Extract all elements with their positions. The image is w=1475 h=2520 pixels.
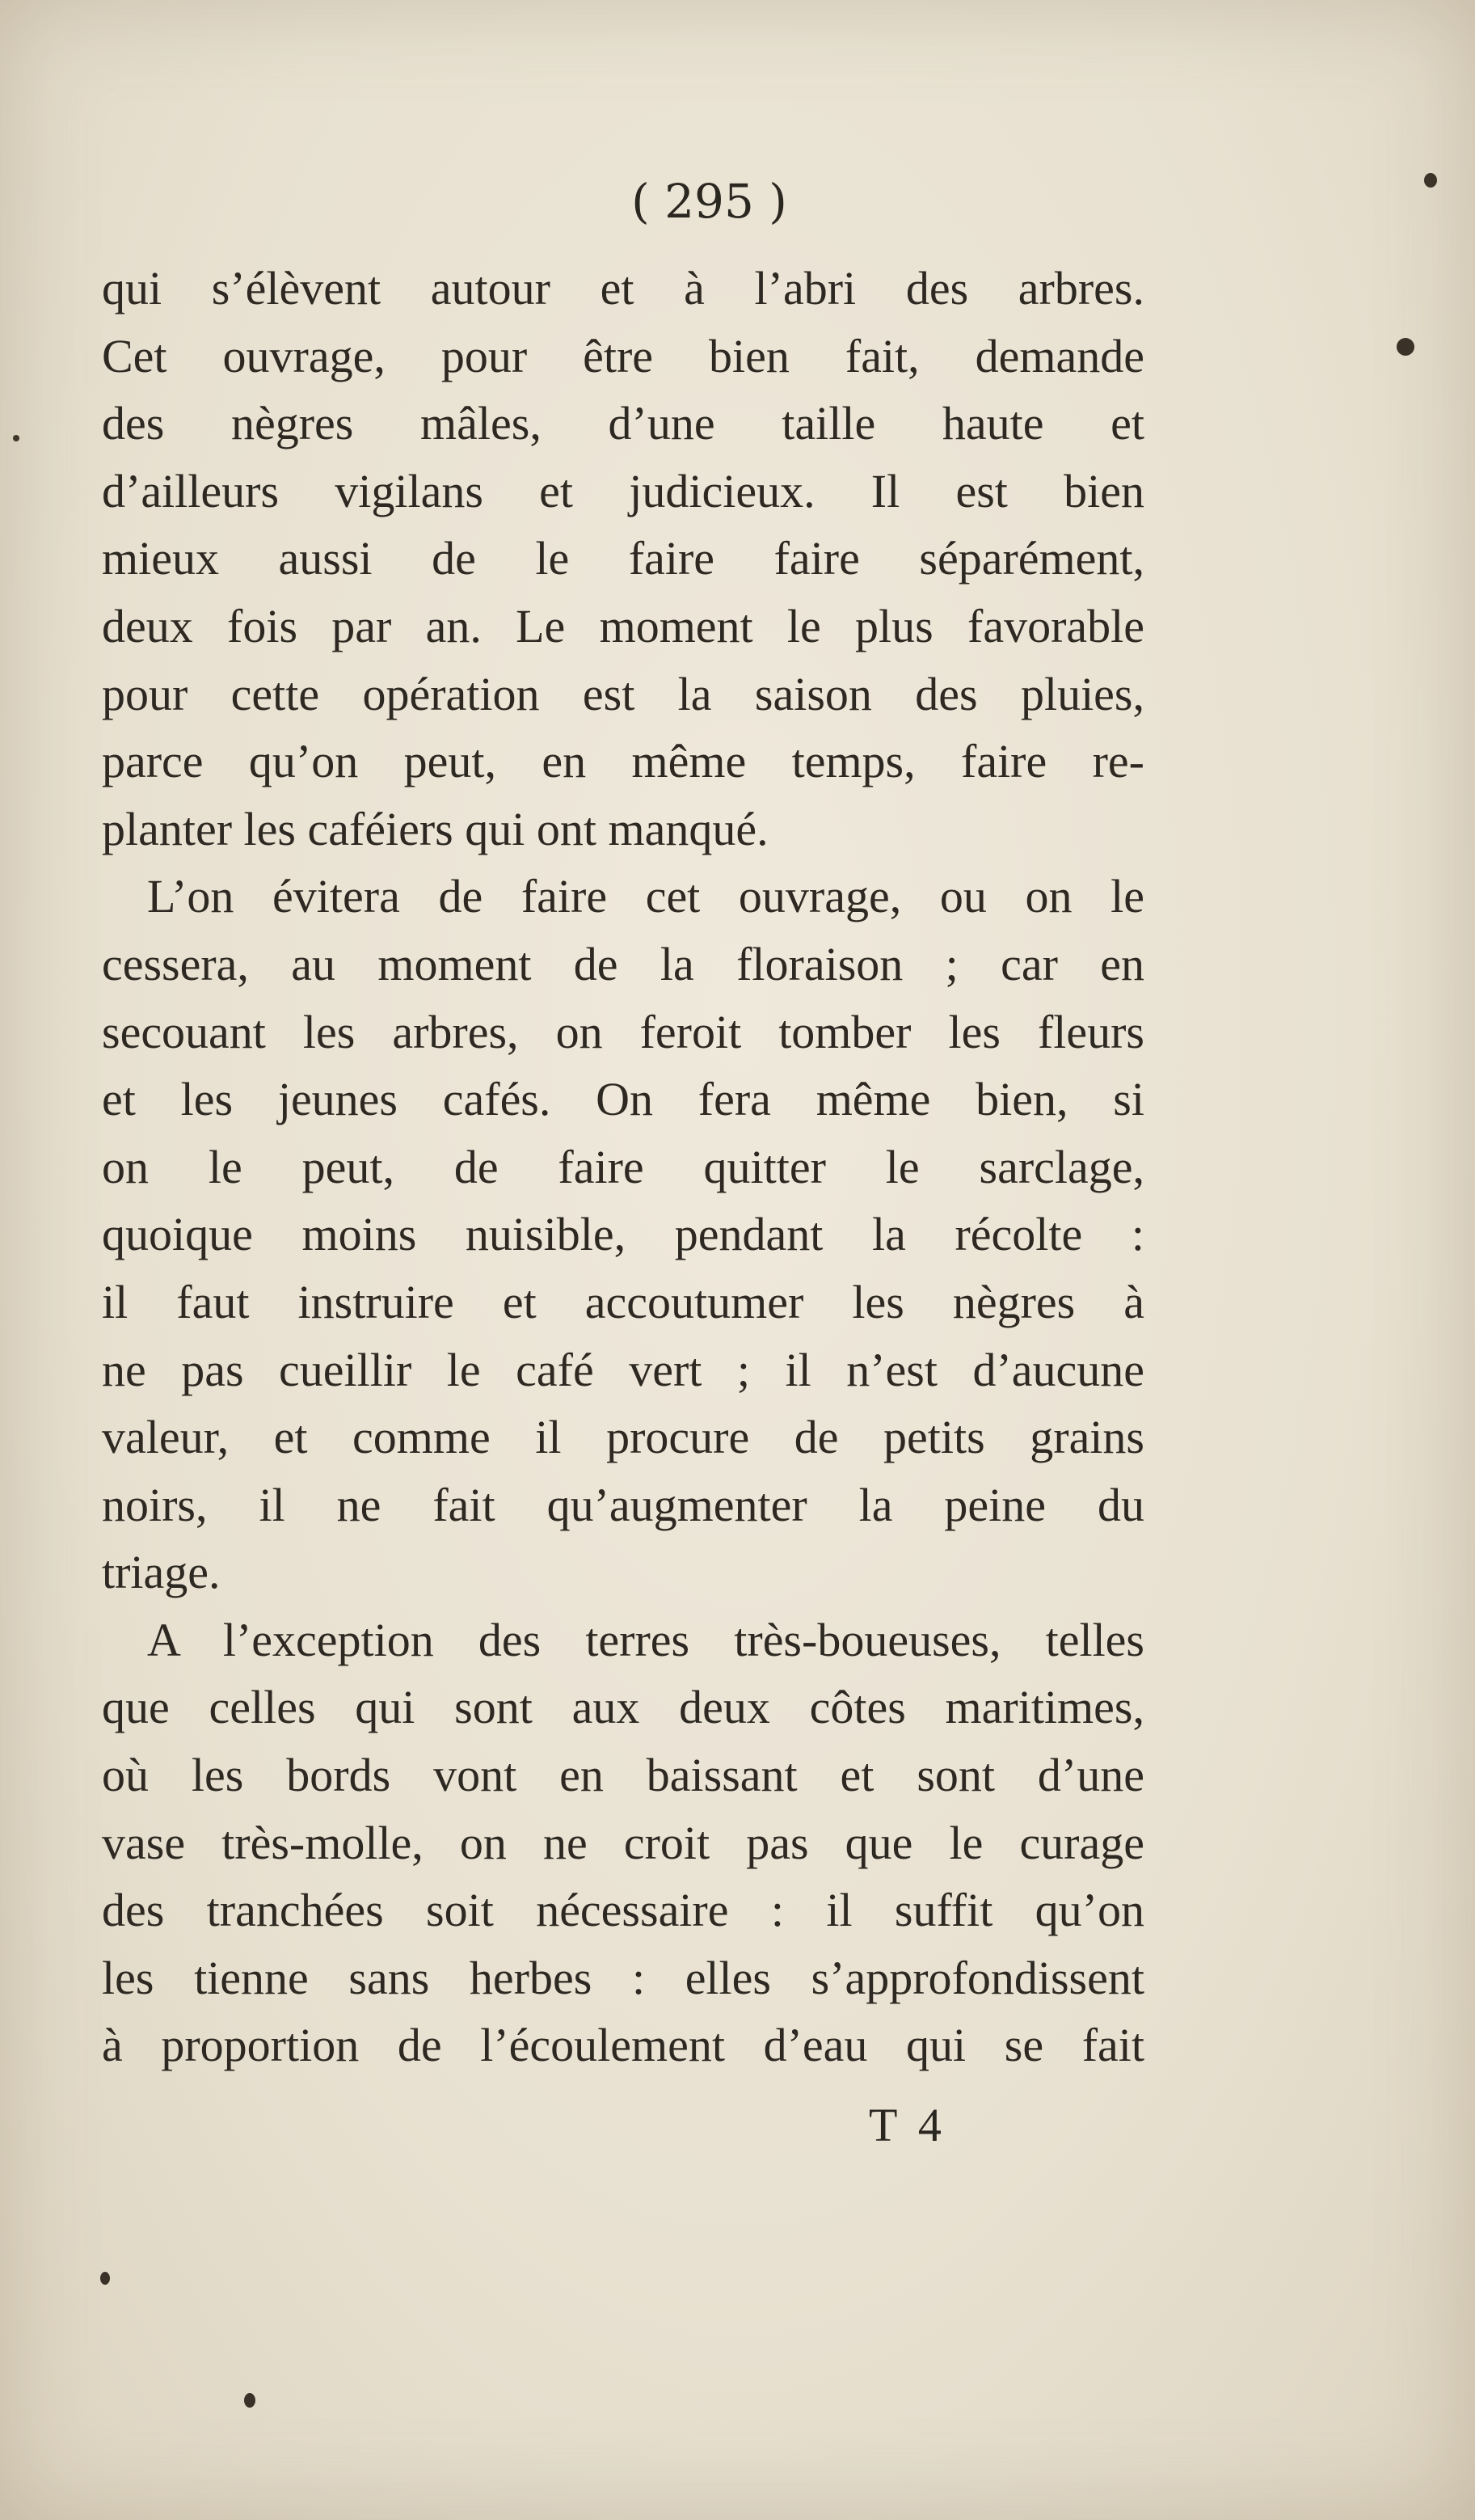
text-line: vase très-molle, on ne croit pas que le curage (102, 1816, 1144, 1869)
text-line: mieux aussi de le faire faire séparément, (102, 532, 1144, 585)
text-line: A l’exception des terres très-boueuses, telles (147, 1613, 1144, 1666)
text-line: on le peut, de faire quitter le sarclage, (102, 1140, 1144, 1193)
text-line: d’ailleurs vigilans et judicieux. Il est bien (102, 464, 1144, 517)
text-line: qui s’élèvent autour et à l’abri des arbres. (102, 262, 1144, 314)
text-line: les tienne sans herbes : elles s’approfondissent (102, 1951, 1144, 2004)
ink-spot (13, 435, 19, 441)
text-line: Cet ouvrage, pour être bien fait, demande (102, 329, 1144, 382)
text-line: il faut instruire et accoutumer les nègres à (102, 1275, 1144, 1328)
text-line: valeur, et comme il procure de petits grains (102, 1411, 1144, 1464)
text-line: des nègres mâles, d’une taille haute et (102, 397, 1144, 450)
ink-spot (1397, 338, 1414, 356)
text-line: parce qu’on peut, en même temps, faire re- (102, 735, 1144, 788)
text-line: noirs, il ne fait qu’augmenter la peine du (102, 1478, 1144, 1531)
text-line: pour cette opération est la saison des pluies, (102, 667, 1144, 720)
body-text (102, 255, 1144, 2079)
text-line: à proportion de l’écoulement d’eau qui se fait (102, 2019, 1144, 2072)
text-line: triage. (102, 1546, 221, 1599)
text-line: secouant les arbres, on feroit tomber les fleurs (102, 1005, 1144, 1058)
signature-mark: T 4 (869, 2099, 946, 2151)
text-line: planter les caféiers qui ont manqué. (102, 802, 769, 855)
text-line: où les bords vont en baissant et sont d’une (102, 1749, 1144, 1802)
ink-spot (244, 2393, 255, 2408)
page-number: ( 295 ) (631, 174, 787, 229)
text-line: ne pas cueillir le café vert ; il n’est d’aucune (102, 1343, 1144, 1396)
ink-spot (1424, 173, 1437, 188)
text-line: des tranchées soit nécessaire : il suffit qu’on (102, 1884, 1144, 1937)
text-line: deux fois par an. Le moment le plus favorable (102, 599, 1144, 652)
page-header (0, 174, 1475, 229)
text-line: cessera, au moment de la floraison ; car en (102, 937, 1144, 990)
text-line: que celles qui sont aux deux côtes maritimes, (102, 1681, 1144, 1734)
text-line: et les jeunes cafés. On fera même bien, si (102, 1073, 1144, 1126)
ink-spot (100, 2272, 110, 2285)
text-line: quoique moins nuisible, pendant la récolte : (102, 1208, 1144, 1261)
text-line: L’on évitera de faire cet ouvrage, ou on le (147, 870, 1144, 923)
